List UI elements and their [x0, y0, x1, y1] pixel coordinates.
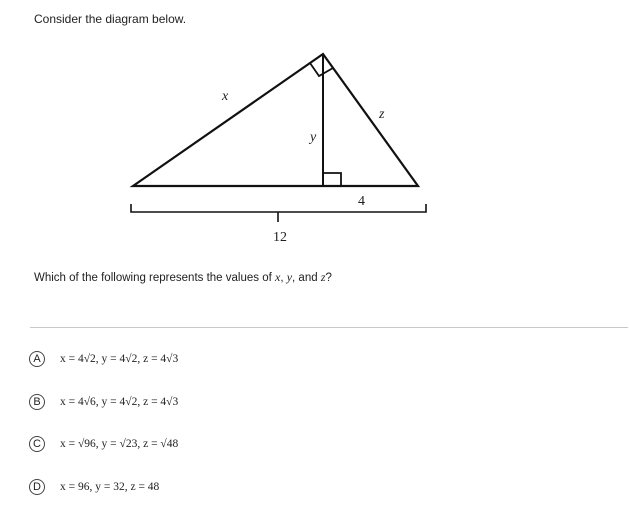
choice-c[interactable] — [29, 436, 178, 452]
question-prefix: Which of the following represents the values of — [34, 272, 275, 284]
divider — [30, 327, 628, 328]
question-text — [34, 270, 332, 285]
choice-d[interactable] — [29, 479, 159, 495]
triangle-diagram — [0, 0, 629, 260]
choice-b[interactable] — [29, 394, 178, 410]
label-z: z — [379, 107, 385, 122]
choice-c-radio[interactable]: C — [29, 436, 45, 452]
question-var-z: z — [320, 270, 326, 284]
choice-a-text: x = 4√2, y = 4√2, z = 4√3 — [60, 353, 179, 365]
right-angle-mark-base — [323, 173, 341, 186]
choice-a[interactable] — [29, 351, 178, 367]
choice-d-radio[interactable]: D — [29, 479, 45, 495]
choice-d-text: x = 96, y = 32, z = 48 — [60, 481, 160, 493]
question-var-y: y — [286, 270, 293, 284]
bracket-12 — [131, 204, 426, 212]
label-y: y — [310, 130, 317, 145]
question-sep2: , and — [292, 272, 321, 284]
prompt-text: Consider the diagram below. — [34, 12, 187, 26]
label-12: 12 — [273, 230, 287, 245]
choice-b-radio[interactable]: B — [29, 394, 45, 410]
choice-a-radio[interactable]: A — [29, 351, 45, 367]
question-sep1: , — [280, 272, 287, 284]
question-suffix: ? — [325, 272, 332, 284]
choice-b-text: x = 4√6, y = 4√2, z = 4√3 — [60, 396, 179, 408]
choice-c-text: x = √96, y = √23, z = √48 — [60, 438, 179, 450]
triangle-outline — [133, 54, 418, 186]
label-x: x — [222, 89, 229, 104]
question-var-x: x — [275, 270, 281, 284]
label-4: 4 — [358, 194, 365, 209]
